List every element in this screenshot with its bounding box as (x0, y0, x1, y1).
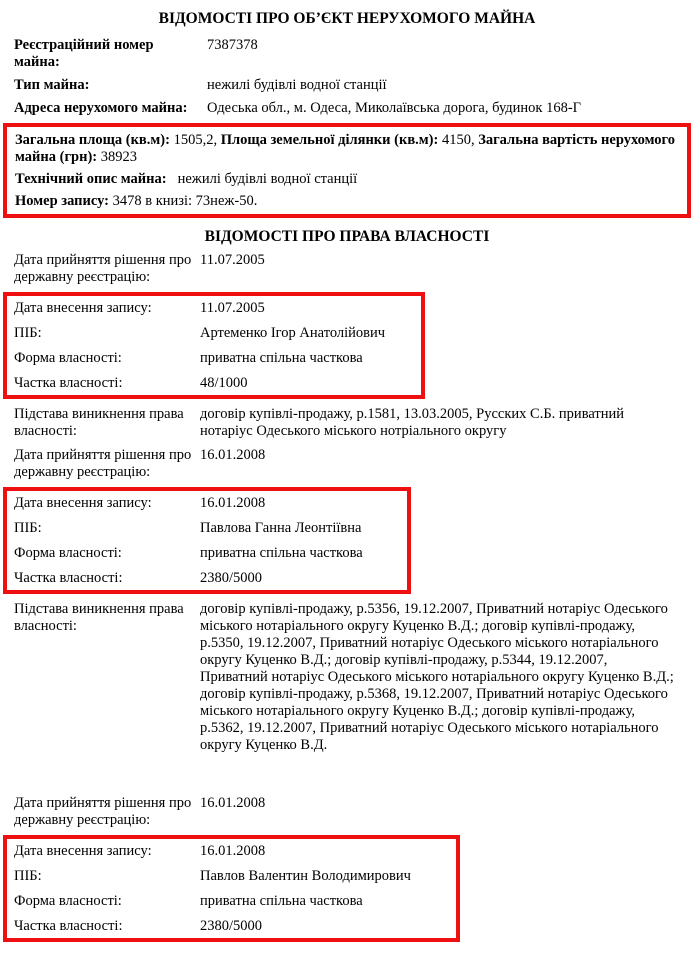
total-cost-label: Загальна вартість нерухомого майна (грн): (15, 132, 676, 165)
field-row-property-type (0, 77, 694, 94)
land-area-label: Площа земельної ділянки (кв.м): (220, 132, 439, 148)
field-row-decision-date-1 (0, 252, 694, 286)
owner-highlight-box-1 (3, 292, 425, 399)
entry-date-value: 16.01.2008 (200, 495, 266, 511)
ownership-form-label: Форма власності: (14, 893, 122, 909)
field-row-ownership-form (7, 545, 407, 562)
field-row-ownership-share (7, 918, 456, 935)
technical-description-line (15, 171, 677, 188)
record-number-value: 3478 в книзі: 73неж-50. (112, 193, 258, 209)
field-row-ownership-share (7, 570, 407, 587)
basis-value: договір купівлі-продажу, р.5356, 19.12.2007, Приватний нотаріус Одеського міського нотаріального округу Куценко В.Д.; договір купівлі-продажу, р.5350, 19.12.2007, Приватний нотаріус Одеського міського нотаріального округу Куценко В.Д.; договір купівлі-продажу, р.5344, 19.12.2007, Приватний нотаріус Одеського міського нотаріального округу Куценко В.Д.; договір купівлі-продажу, р.5368, 19.12.2007, Приватний нотаріус Одеського міського нотаріального округу Куценко В.Д.; договір купівлі-продажу, р.5362, 19.12.2007, Приватний нотаріус Одеського міського нотаріального округу Куценко В.Д. (200, 601, 674, 753)
basis-value: договір купівлі-продажу, р.1581, 13.03.2005, Русских С.Б. приватний нотаріус Одеського міського нотріального округу (200, 406, 625, 439)
entry-date-label: Дата внесення запису: (14, 300, 152, 316)
ownership-share-label: Частка власності: (14, 375, 123, 391)
owner-highlight-box-2 (3, 487, 411, 594)
ownership-share-value: 48/1000 (200, 375, 248, 391)
field-row-owner-name (7, 520, 407, 537)
technical-description-value: нежилі будівлі водної станції (177, 171, 358, 187)
decision-date-value: 16.01.2008 (200, 447, 266, 463)
field-row-entry-date (7, 300, 421, 317)
decision-date-label: Дата прийняття рішення про державну реєстрацію: (14, 252, 192, 285)
decision-date-value: 11.07.2005 (200, 252, 265, 268)
owner-name-value: Павлов Валентин Володимирович (200, 868, 411, 884)
basis-label: Підстава виникнення права власності: (14, 601, 184, 634)
ownership-share-value: 2380/5000 (200, 570, 263, 586)
property-type-label: Тип майна: (14, 77, 90, 93)
entry-date-label: Дата внесення запису: (14, 495, 152, 511)
property-address-label: Адреса нерухомого майна: (14, 100, 188, 116)
total-area-label: Загальна площа (кв.м): (15, 132, 170, 148)
owner-name-value: Павлова Ганна Леонтіївна (200, 520, 362, 536)
land-area-value: 4150, (441, 132, 475, 148)
ownership-form-value: приватна спільна часткова (200, 893, 363, 909)
basis-label: Підстава виникнення права власності: (14, 406, 184, 439)
ownership-form-label: Форма власності: (14, 545, 122, 561)
owner-name-label: ПІБ: (14, 325, 42, 341)
owner-name-label: ПІБ: (14, 520, 42, 536)
field-row-ownership-form (7, 893, 456, 910)
property-type-value: нежилі будівлі водної станції (207, 77, 387, 93)
object-details-highlight-box (3, 123, 691, 218)
entry-date-value: 11.07.2005 (200, 300, 265, 316)
ownership-share-value: 2380/5000 (200, 918, 263, 934)
field-row-basis-1 (0, 406, 694, 440)
field-row-ownership-form (7, 350, 421, 367)
record-number-label: Номер запису: (15, 193, 109, 209)
field-row-registration-number (0, 37, 694, 71)
area-summary-line (15, 132, 677, 166)
field-row-entry-date (7, 843, 456, 860)
field-row-basis-2 (0, 601, 694, 754)
ownership-form-label: Форма власності: (14, 350, 122, 366)
registration-number-value: 7387378 (207, 37, 258, 53)
decision-date-value: 16.01.2008 (200, 795, 266, 811)
field-row-entry-date (7, 495, 407, 512)
ownership-share-label: Частка власності: (14, 918, 123, 934)
object-section-title: ВІДОМОСТІ ПРО ОБ’ЄКТ НЕРУХОМОГО МАЙНА (158, 10, 536, 27)
decision-date-label: Дата прийняття рішення про державну реєстрацію: (14, 795, 192, 828)
owner-name-value: Артеменко Ігор Анатолійович (200, 325, 386, 341)
field-row-owner-name (7, 325, 421, 342)
decision-date-label: Дата прийняття рішення про державну реєстрацію: (14, 447, 192, 480)
owner-highlight-box-3 (3, 835, 460, 942)
entry-date-label: Дата внесення запису: (14, 843, 152, 859)
ownership-form-value: приватна спільна часткова (200, 350, 363, 366)
field-row-property-address (0, 100, 694, 117)
field-row-owner-name (7, 868, 456, 885)
property-address-value: Одеська обл., м. Одеса, Миколаївська дорога, будинок 168-Г (207, 100, 582, 116)
owner-name-label: ПІБ: (14, 868, 42, 884)
field-row-decision-date-3 (0, 795, 694, 829)
field-row-decision-date-2 (0, 447, 694, 481)
total-cost-value: 38923 (100, 149, 137, 165)
field-row-ownership-share (7, 375, 421, 392)
ownership-form-value: приватна спільна часткова (200, 545, 363, 561)
registration-number-label: Реєстраційний номер майна: (14, 37, 154, 70)
ownership-share-label: Частка власності: (14, 570, 123, 586)
record-number-line (15, 193, 677, 210)
technical-description-label: Технічний опис майна: (15, 171, 167, 187)
total-area-value: 1505,2, (173, 132, 218, 148)
entry-date-value: 16.01.2008 (200, 843, 266, 859)
rights-section-title: ВІДОМОСТІ ПРО ПРАВА ВЛАСНОСТІ (204, 228, 490, 245)
